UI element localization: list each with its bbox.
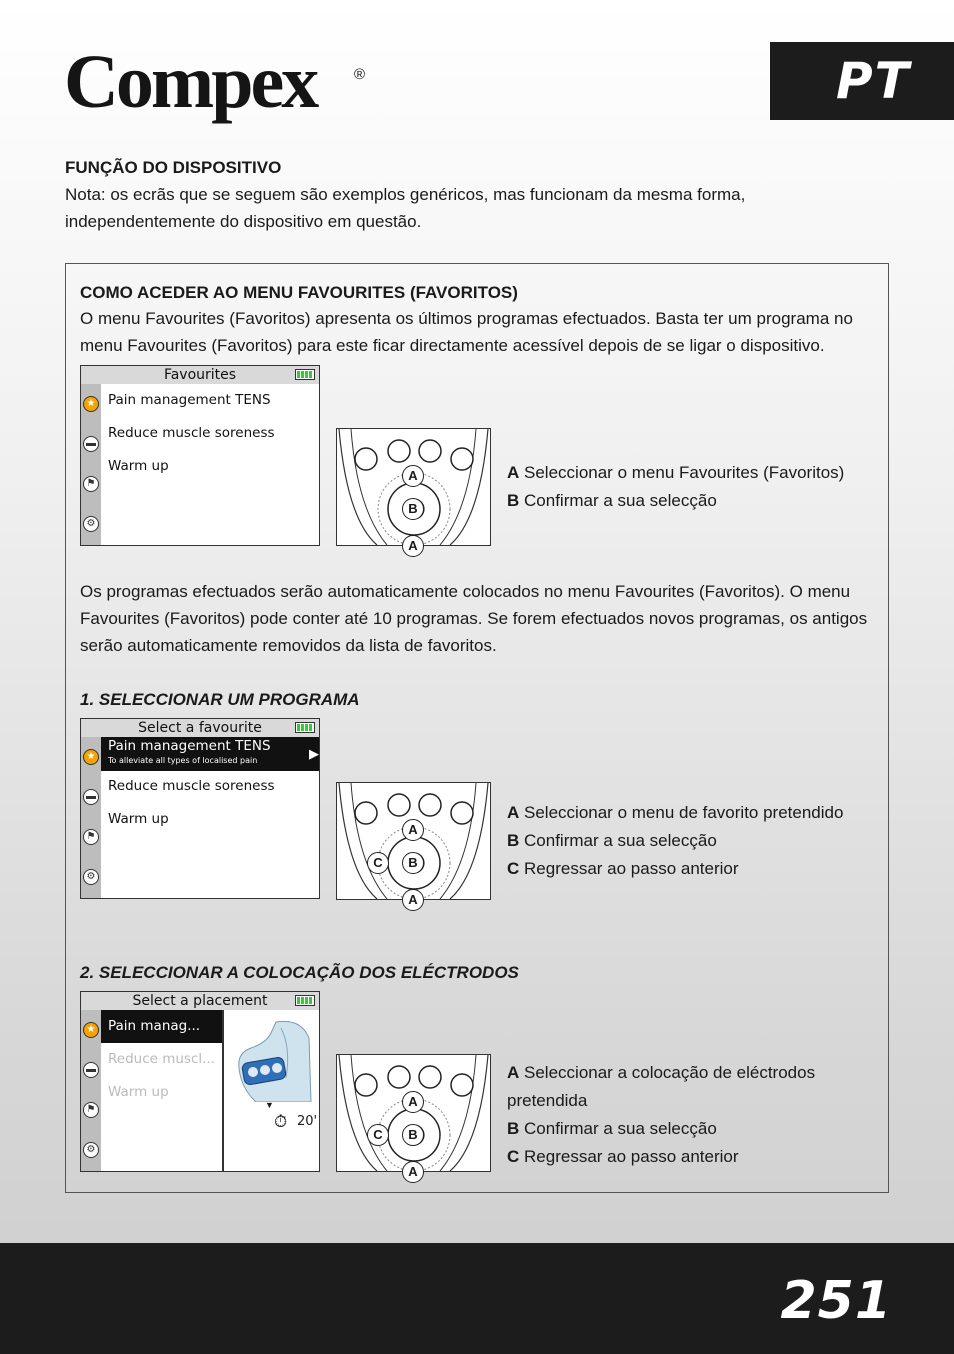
caption-c: Regressar ao passo anterior <box>524 1147 739 1166</box>
device-illustration <box>337 1055 490 1171</box>
settings-icon: ⚙ <box>83 869 99 885</box>
favourites-screen <box>80 365 320 546</box>
folder-icon: ▬ <box>83 436 99 452</box>
caption-a-cont: pretendida <box>507 1091 588 1110</box>
caption-a: Seleccionar o menu de favorito pretendido <box>524 803 844 822</box>
caption-b: Confirmar a sua selecção <box>524 1119 717 1138</box>
device-controls-2 <box>336 782 491 900</box>
page-footer <box>0 1243 954 1354</box>
battery-icon <box>295 722 315 733</box>
device-illustration <box>337 783 490 899</box>
star-icon: ★ <box>83 1022 99 1038</box>
box-para-2c: serão automaticamente removidos da lista de favoritos. <box>80 636 497 655</box>
settings-icon: ⚙ <box>83 516 99 532</box>
menu-item: Reduce muscl... <box>108 1051 216 1067</box>
button-a-label: A <box>402 1091 424 1113</box>
button-c-label: C <box>367 1124 389 1146</box>
button-a-label: A <box>402 1161 424 1183</box>
language-code: PT <box>836 52 911 110</box>
key-b: B <box>507 831 520 850</box>
menu-item: Warm up <box>108 811 169 827</box>
screen-title: Select a placement <box>81 992 319 1010</box>
flag-icon: ⚑ <box>83 829 99 845</box>
flag-icon: ⚑ <box>83 1102 99 1118</box>
folder-icon: ▬ <box>83 789 99 805</box>
select-placement-screen <box>80 991 320 1172</box>
button-a-label: A <box>402 819 424 841</box>
intro-line-2: independentemente do dispositivo em questão. <box>65 212 422 231</box>
key-b: B <box>507 1119 520 1138</box>
step-1-title: 1. SELECCIONAR UM PROGRAMA <box>80 690 360 709</box>
star-icon: ★ <box>83 749 99 765</box>
caption-a: Seleccionar a colocação de eléctrodos <box>524 1063 816 1082</box>
menu-item-selected: Pain management TENS <box>108 738 271 754</box>
language-tab <box>770 42 954 120</box>
caption-c: Regressar ao passo anterior <box>524 859 739 878</box>
caption-b: Confirmar a sua selecção <box>524 831 717 850</box>
section-heading: FUNÇÃO DO DISPOSITIVO <box>65 158 282 177</box>
box-para-1b: menu Favourites (Favoritos) para este ficar directamente acessível depois de se ligar o dispositivo. <box>80 336 825 355</box>
menu-item: Reduce muscle soreness <box>108 425 275 441</box>
select-favourite-screen <box>80 718 320 899</box>
key-a: A <box>507 1063 520 1082</box>
key-c: C <box>507 859 520 878</box>
timer-icon: ⏱ <box>274 1112 288 1131</box>
electrode-placement-illustration <box>231 1018 315 1102</box>
menu-item-subtitle: To alleviate all types of localised pain <box>108 756 258 765</box>
key-b: B <box>507 491 520 510</box>
flag-icon: ⚑ <box>83 476 99 492</box>
menu-item-selected: Pain manag... <box>108 1018 201 1034</box>
button-b-label: B <box>402 1124 424 1146</box>
key-c: C <box>507 1147 520 1166</box>
button-c-label: C <box>367 852 389 874</box>
battery-icon <box>295 369 315 380</box>
menu-item: Reduce muscle soreness <box>108 778 275 794</box>
box-para-2b: Favourites (Favoritos) pode conter até 10 programas. Se forem efectuados novos programas, os antigos <box>80 609 868 628</box>
menu-item: Pain management TENS <box>108 392 271 408</box>
device-controls-3 <box>336 1054 491 1172</box>
caption-1 <box>507 459 844 515</box>
button-a-label: A <box>402 465 424 487</box>
box-heading: COMO ACEDER AO MENU FAVOURITES (FAVORITOS) <box>80 283 518 302</box>
star-icon: ★ <box>83 396 99 412</box>
device-illustration <box>337 429 490 545</box>
intro-line-1: Nota: os ecrãs que se seguem são exemplos genéricos, mas funcionam da mesma forma, <box>65 185 746 204</box>
battery-icon <box>295 995 315 1006</box>
folder-icon: ▬ <box>83 1062 99 1078</box>
caption-a: Seleccionar o menu Favourites (Favoritos) <box>524 463 845 482</box>
box-para-1a: O menu Favourites (Favoritos) apresenta os últimos programas efectuados. Basta ter um programa no <box>80 309 853 328</box>
duration-value: 20' <box>297 1114 318 1129</box>
key-a: A <box>507 463 520 482</box>
chevron-right-icon: ▶ <box>309 746 319 761</box>
button-a-label: A <box>402 535 424 557</box>
settings-icon: ⚙ <box>83 1142 99 1158</box>
screen-title: Select a favourite <box>81 719 319 737</box>
divider <box>222 1010 224 1171</box>
button-b-label: B <box>402 498 424 520</box>
caption-b: Confirmar a sua selecção <box>524 491 717 510</box>
key-a: A <box>507 803 520 822</box>
box-para-2a: Os programas efectuados serão automaticamente colocados no menu Favourites (Favoritos). O menu <box>80 582 851 601</box>
step-2-title: 2. SELECCIONAR A COLOCAÇÃO DOS ELÉCTRODOS <box>80 963 519 982</box>
logo-text: Compex <box>64 40 317 124</box>
screen-title: Favourites <box>81 366 319 384</box>
caption-2 <box>507 799 843 883</box>
menu-item: Warm up <box>108 1084 169 1100</box>
page-number: 251 <box>780 1271 892 1331</box>
arrow-down-icon: ▼ <box>265 1100 274 1110</box>
button-a-label: A <box>402 889 424 911</box>
registered-mark: ® <box>354 66 366 83</box>
caption-3 <box>507 1059 815 1171</box>
button-b-label: B <box>402 852 424 874</box>
compex-logo <box>64 40 374 124</box>
menu-item: Warm up <box>108 458 169 474</box>
device-controls-1 <box>336 428 491 546</box>
